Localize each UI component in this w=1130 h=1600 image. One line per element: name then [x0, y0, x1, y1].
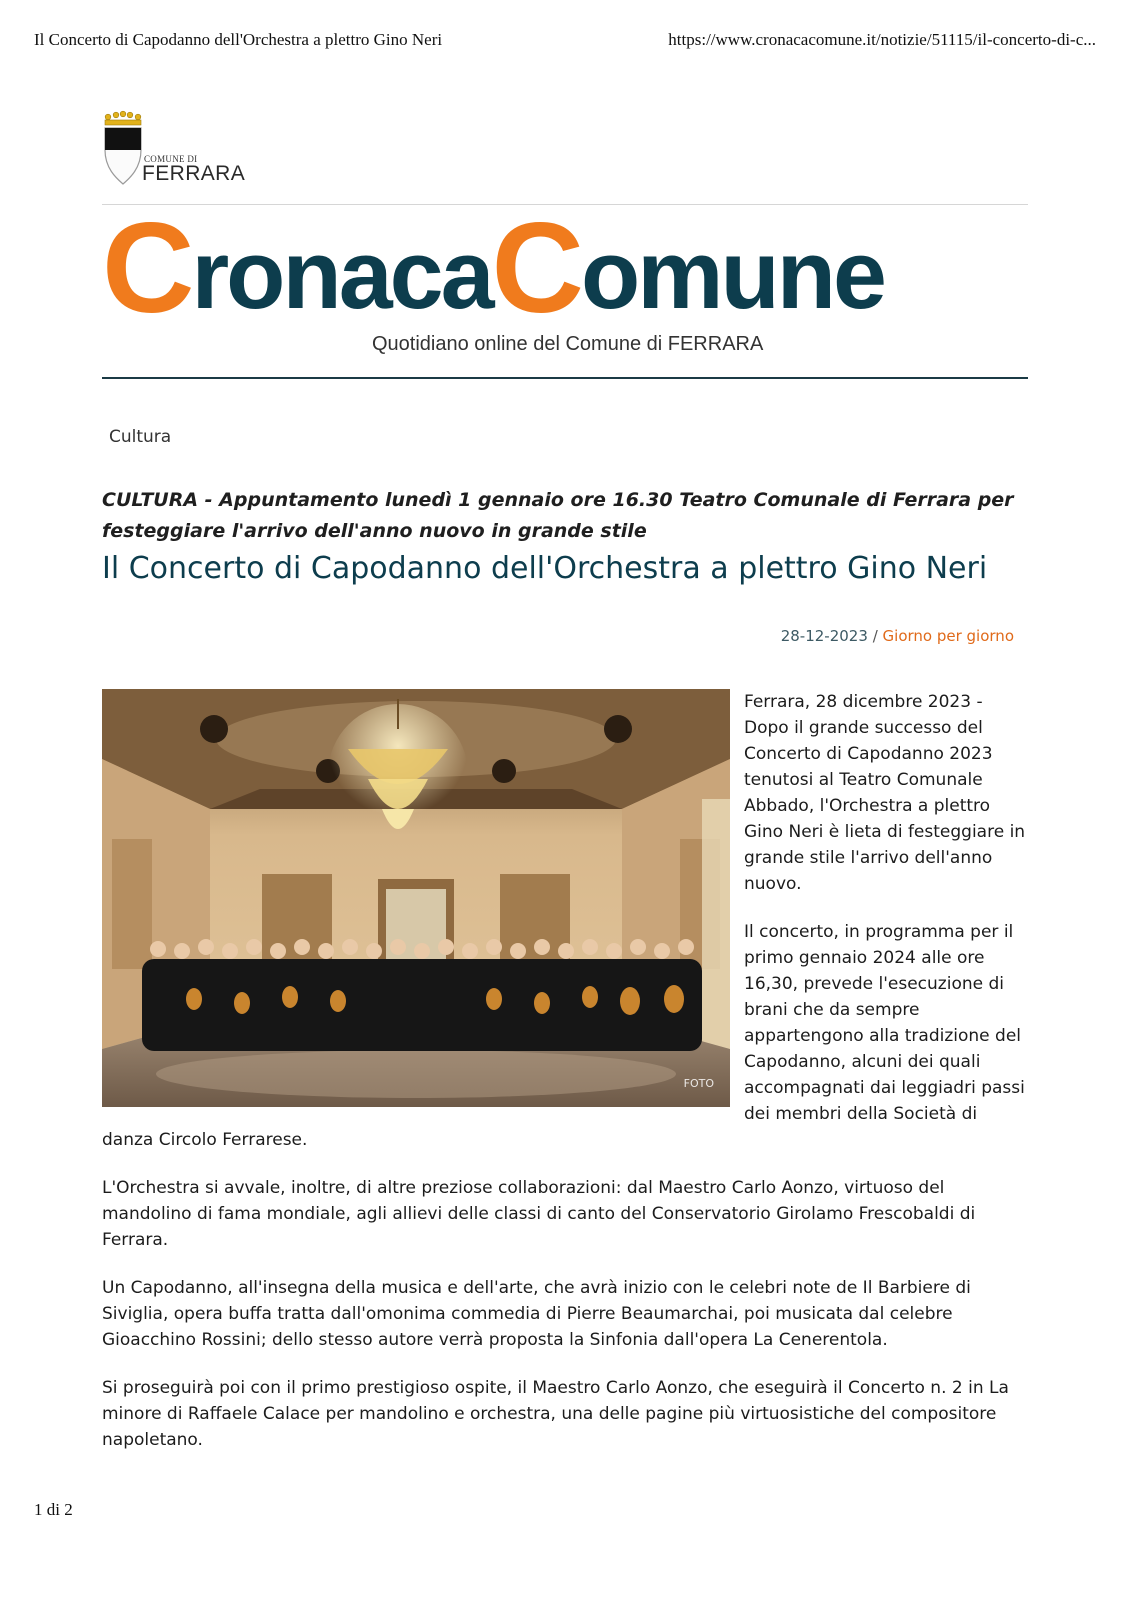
- masthead[interactable]: [102, 197, 1028, 377]
- meta-separator: /: [872, 627, 878, 645]
- article-paragraph: Il concerto, in programma per il primo gennaio 2024 alle ore 16,30, prevede l'esecuzione di brani che da sempre appartengono alla tradizione del Capodanno, alcuni dei quali accompagnati dai leggiadri passi dei membri della Società di danza Circolo Ferrarese.: [102, 922, 1025, 1150]
- comune-logo[interactable]: [102, 110, 1028, 190]
- comune-name: FERRARA: [142, 162, 246, 185]
- orchestra-photo-image: [102, 689, 730, 1107]
- ferrara-crest-icon: [102, 110, 146, 190]
- article-photo: [102, 689, 730, 1107]
- site-tagline: Quotidiano online del Comune di FERRARA: [372, 333, 764, 355]
- article-date: 28-12-2023: [780, 627, 868, 645]
- article-paragraph: Si proseguirà poi con il primo prestigioso ospite, il Maestro Carlo Aonzo, che eseguirà il Concerto n. 2 in La minore di Raffaele Calace per mandolino e orchestra, una delle pagine più virtuosistiche del compositore napoletano.: [102, 1378, 1009, 1450]
- comune-label: COMUNE DI: [144, 154, 198, 164]
- article-kicker: CULTURA - Appuntamento lunedì 1 gennaio ore 16.30 Teatro Comunale di Ferrara per festeggiare l'arrivo dell'anno nuovo in grande stile: [102, 489, 1014, 542]
- section-link[interactable]: Giorno per giorno: [882, 627, 1014, 645]
- category-link[interactable]: Cultura: [109, 427, 172, 447]
- article-body: [102, 689, 1028, 1453]
- article-meta: [102, 627, 1014, 645]
- article-title: Il Concerto di Capodanno dell'Orchestra a plettro Gino Neri: [102, 551, 988, 586]
- article-paragraph: Ferrara, 28 dicembre 2023 - Dopo il grande successo del Concerto di Capodanno 2023 tenutosi al Teatro Comunale Abbado, l'Orchestra a plettro Gino Neri è lieta di festeggiare in grande stile l'arrivo dell'anno nuovo.: [744, 692, 1026, 894]
- print-page-title: Il Concerto di Capodanno dell'Orchestra a plettro Gino Neri: [34, 30, 443, 49]
- page-number: 1 di 2: [34, 1500, 73, 1519]
- photo-credit: FOTO: [683, 1077, 714, 1090]
- page-content: [102, 110, 1028, 1475]
- article-paragraph: Un Capodanno, all'insegna della musica e dell'arte, che avrà inizio con le celebri note de Il Barbiere di Siviglia, opera buffa tratta dall'omonima commedia di Pierre Beaumarchai, poi musicata dal celebre Gioacchino Rossini; dello stesso autore verrà proposta la Sinfonia dall'opera La Cenerentola.: [102, 1278, 971, 1350]
- divider: [102, 377, 1028, 379]
- print-page-url: https://www.cronacacomune.it/notizie/51115/il-concerto-di-c...: [668, 30, 1096, 49]
- article-paragraph: L'Orchestra si avvale, inoltre, di altre preziose collaborazioni: dal Maestro Carlo Aonzo, virtuoso del mandolino di fama mondiale, agli allievi delle classi di canto del Conservatorio Girolamo Frescobaldi di Ferrara.: [102, 1178, 976, 1250]
- print-header: [34, 30, 1096, 54]
- site-logo: CronacaComune: [102, 197, 884, 340]
